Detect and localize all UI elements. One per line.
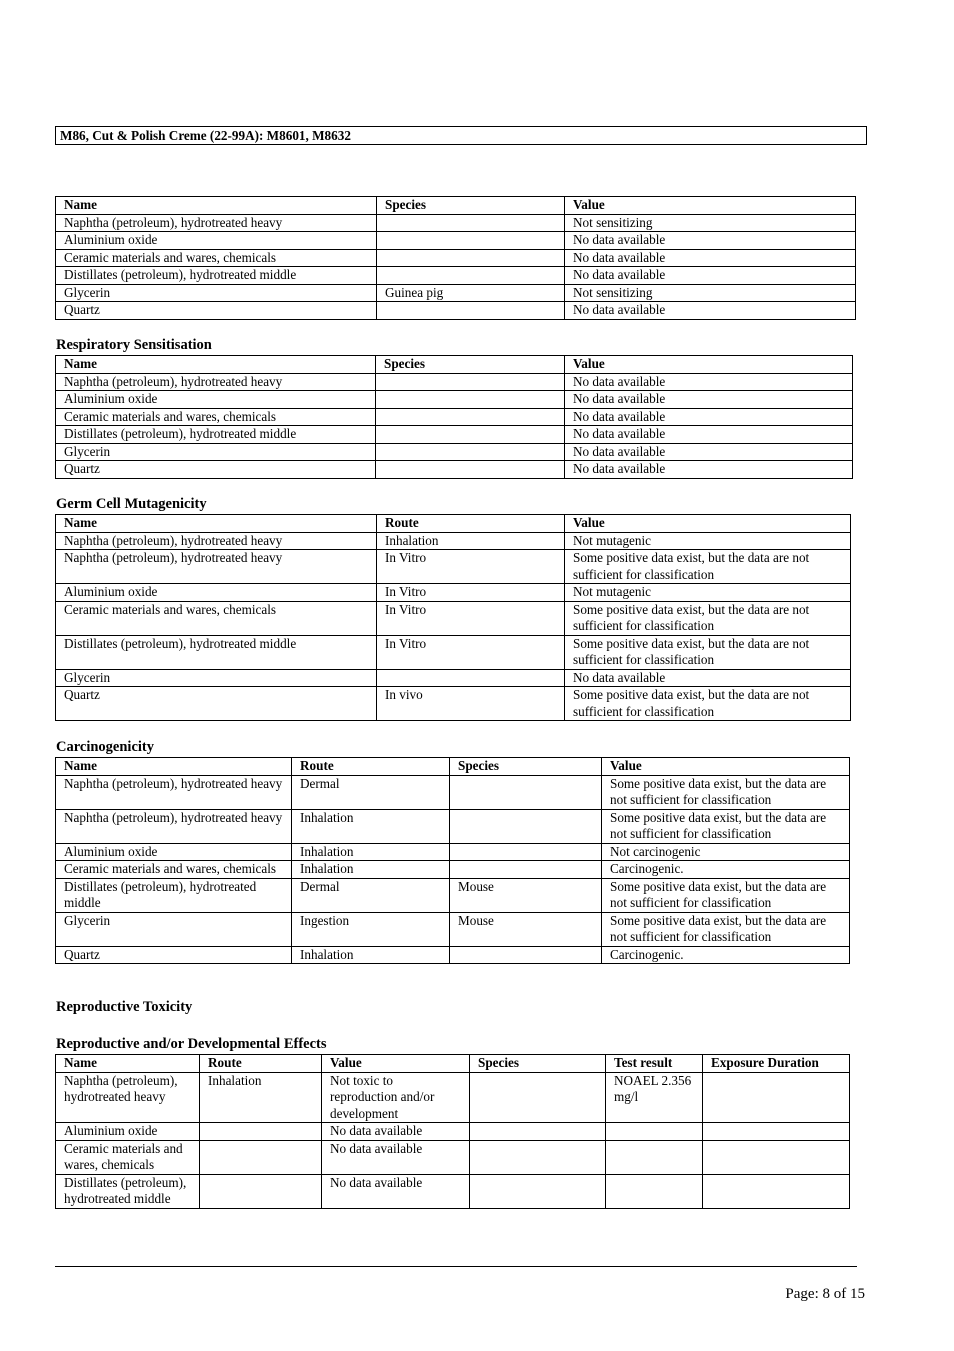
table-row [56,461,853,479]
table-cell [450,843,602,861]
table-cell [470,1123,606,1141]
table-cell: Carcinogenic. [602,861,850,879]
table-row [56,687,851,721]
table-row [56,532,851,550]
table-row [56,1123,850,1141]
table-cell: No data available [565,249,856,267]
table-row [56,775,850,809]
table-cell: Naphtha (petroleum), hydrotreated heavy [56,550,377,584]
table-cell: Naphtha (petroleum), hydrotreated heavy [56,532,377,550]
table-cell: Quartz [56,302,377,320]
table-row [56,669,851,687]
table-cell [200,1123,322,1141]
table-cell: Distillates (petroleum), hydrotreated middle [56,878,292,912]
table-cell: Some positive data exist, but the data are not sufficient for classification [565,635,851,669]
table-cell: Some positive data exist, but the data are not sufficient for classification [565,687,851,721]
table-cell: No data available [565,426,853,444]
table-cell [703,1072,850,1123]
table-cell: Ceramic materials and wares, chemicals [56,1140,200,1174]
page-number: Page: 8 of 15 [785,1286,865,1302]
table-row [56,843,850,861]
table-cell: Naphtha (petroleum), hydrotreated heavy [56,809,292,843]
column-header: Value [602,758,850,776]
table-row [56,391,853,409]
table-cell: Distillates (petroleum), hydrotreated middle [56,635,377,669]
germ-cell-mutagenicity-table [55,514,851,721]
table-cell [703,1140,850,1174]
column-header: Value [565,197,856,215]
table-header-row [56,197,856,215]
column-header: Exposure Duration [703,1055,850,1073]
column-header: Route [200,1055,322,1073]
table-cell: In Vitro [377,584,565,602]
table-cell: Not toxic to reproduction and/or development [322,1072,470,1123]
column-header: Value [565,356,853,374]
table-cell: Distillates (petroleum), hydrotreated middle [56,1174,200,1208]
table-row [56,912,850,946]
table-cell: Naphtha (petroleum), hydrotreated heavy [56,775,292,809]
table-row [56,214,856,232]
table-cell: Quartz [56,461,376,479]
table-cell: Aluminium oxide [56,391,376,409]
table-cell [450,775,602,809]
table-cell [450,861,602,879]
table-cell: Carcinogenic. [602,946,850,964]
table-cell: Not sensitizing [565,284,856,302]
table-cell: Ceramic materials and wares, chemicals [56,249,377,267]
reproductive-developmental-title: Reproductive and/or Developmental Effects [56,1036,327,1052]
table-cell: Dermal [292,878,450,912]
table-cell: No data available [565,267,856,285]
table-cell: In vivo [377,687,565,721]
table-cell: Inhalation [292,861,450,879]
table-cell: Glycerin [56,669,377,687]
table-cell: No data available [565,443,853,461]
table-cell: Mouse [450,878,602,912]
table-cell [376,426,565,444]
skin-sensitisation-table [55,196,856,320]
table-cell [377,267,565,285]
table-cell: Dermal [292,775,450,809]
table-cell: In Vitro [377,601,565,635]
table-cell: No data available [322,1174,470,1208]
table-row [56,861,850,879]
table-cell [200,1174,322,1208]
table-cell: Aluminium oxide [56,843,292,861]
table-cell: Ceramic materials and wares, chemicals [56,861,292,879]
table-cell: Some positive data exist, but the data are not sufficient for classification [565,601,851,635]
table-cell: No data available [565,461,853,479]
carcinogenicity-title: Carcinogenicity [56,739,154,755]
table-row [56,1174,850,1208]
column-header: Name [56,515,377,533]
table-cell: Guinea pig [377,284,565,302]
table-cell [470,1174,606,1208]
column-header: Route [377,515,565,533]
table-cell: NOAEL 2.356 mg/l [606,1072,703,1123]
table-row [56,443,853,461]
germ-cell-mutagenicity-title: Germ Cell Mutagenicity [56,496,207,512]
table-cell: Inhalation [377,532,565,550]
table-cell [200,1140,322,1174]
table-cell: No data available [565,373,853,391]
table-cell [377,249,565,267]
table-cell [470,1140,606,1174]
table-cell: Quartz [56,687,377,721]
table-cell: Ceramic materials and wares, chemicals [56,408,376,426]
table-cell: In Vitro [377,635,565,669]
table-cell [376,391,565,409]
table-cell: Inhalation [292,809,450,843]
table-cell: Aluminium oxide [56,584,377,602]
table-cell: In Vitro [377,550,565,584]
table-cell [376,408,565,426]
table-cell: Inhalation [200,1072,322,1123]
column-header: Species [377,197,565,215]
table-cell: Some positive data exist, but the data are not sufficient for classification [602,809,850,843]
table-header-row [56,1055,850,1073]
table-row [56,878,850,912]
table-row [56,284,856,302]
table-row [56,946,850,964]
table-cell: No data available [565,669,851,687]
table-cell: Naphtha (petroleum), hydrotreated heavy [56,214,377,232]
reproductive-developmental-table [55,1054,850,1209]
table-cell [377,669,565,687]
table-row [56,408,853,426]
table-cell [376,443,565,461]
table-cell: Ingestion [292,912,450,946]
table-cell [606,1174,703,1208]
table-row [56,426,853,444]
table-row [56,601,851,635]
table-cell: Glycerin [56,443,376,461]
column-header: Route [292,758,450,776]
table-cell [377,302,565,320]
table-row [56,302,856,320]
column-header: Species [376,356,565,374]
column-header: Name [56,197,377,215]
table-cell [450,946,602,964]
table-row [56,809,850,843]
table-cell [606,1140,703,1174]
table-cell [703,1174,850,1208]
table-cell [703,1123,850,1141]
table-cell: Not sensitizing [565,214,856,232]
table-row [56,584,851,602]
table-cell: Not mutagenic [565,584,851,602]
column-header: Name [56,356,376,374]
table-cell: Distillates (petroleum), hydrotreated middle [56,426,376,444]
table-cell: Glycerin [56,912,292,946]
table-cell [377,232,565,250]
column-header: Species [470,1055,606,1073]
table-cell: Some positive data exist, but the data are not sufficient for classification [602,878,850,912]
table-row [56,1072,850,1123]
table-row [56,635,851,669]
table-cell [450,809,602,843]
table-cell [606,1123,703,1141]
table-cell: No data available [565,391,853,409]
column-header: Value [322,1055,470,1073]
table-cell: Quartz [56,946,292,964]
table-cell: Ceramic materials and wares, chemicals [56,601,377,635]
table-cell: Aluminium oxide [56,232,377,250]
table-cell: Naphtha (petroleum), hydrotreated heavy [56,1072,200,1123]
table-cell: Mouse [450,912,602,946]
table-cell: Distillates (petroleum), hydrotreated middle [56,267,377,285]
table-cell: Not mutagenic [565,532,851,550]
table-cell [376,373,565,391]
table-row [56,249,856,267]
table-row [56,232,856,250]
column-header: Value [565,515,851,533]
table-row [56,373,853,391]
respiratory-sensitisation-table [55,355,853,479]
table-cell: Not carcinogenic [602,843,850,861]
carcinogenicity-table [55,757,850,964]
document-header: M86, Cut & Polish Creme (22-99A): M8601, M8632 [55,126,867,145]
footer-divider [55,1266,857,1267]
table-cell: Some positive data exist, but the data are not sufficient for classification [602,775,850,809]
column-header: Species [450,758,602,776]
table-cell [377,214,565,232]
column-header: Test result [606,1055,703,1073]
table-row [56,550,851,584]
table-header-row [56,356,853,374]
respiratory-sensitisation-title: Respiratory Sensitisation [56,337,212,353]
table-cell: No data available [565,232,856,250]
table-cell: No data available [322,1123,470,1141]
table-header-row [56,515,851,533]
table-cell: Inhalation [292,843,450,861]
table-cell: Some positive data exist, but the data are not sufficient for classification [565,550,851,584]
table-cell: Naphtha (petroleum), hydrotreated heavy [56,373,376,391]
table-cell: Inhalation [292,946,450,964]
table-header-row [56,758,850,776]
table-cell [470,1072,606,1123]
table-row [56,1140,850,1174]
table-cell [376,461,565,479]
column-header: Name [56,1055,200,1073]
column-header: Name [56,758,292,776]
table-cell: Some positive data exist, but the data are not sufficient for classification [602,912,850,946]
table-cell: Aluminium oxide [56,1123,200,1141]
table-cell: No data available [565,408,853,426]
table-cell: No data available [565,302,856,320]
table-cell: Glycerin [56,284,377,302]
table-row [56,267,856,285]
reproductive-toxicity-title: Reproductive Toxicity [56,999,193,1015]
table-cell: No data available [322,1140,470,1174]
